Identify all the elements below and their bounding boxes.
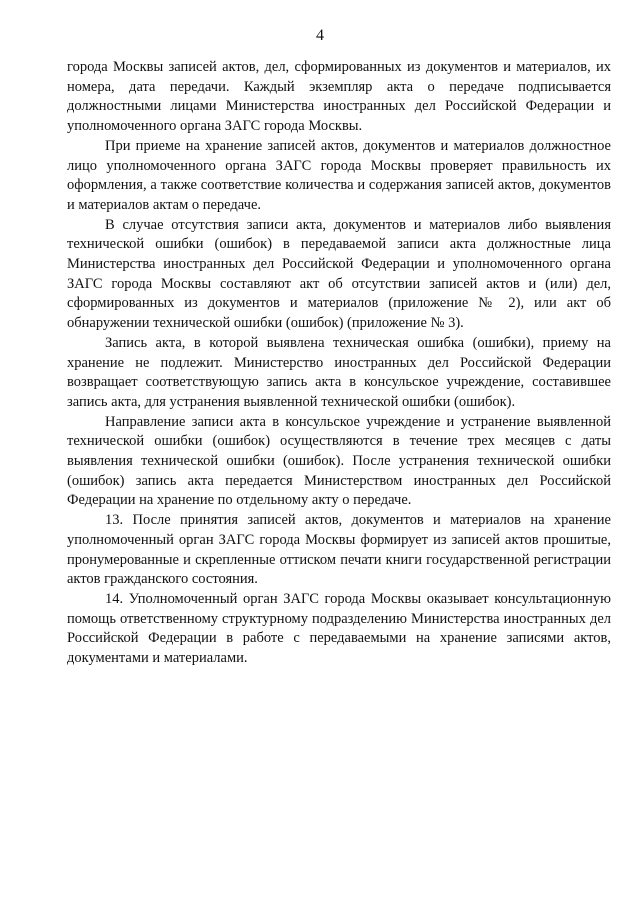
paragraph-item-14: 14. Уполномоченный орган ЗАГС города Москвы оказывает консультационную помощь ответственному структурному подразделению Министерства иностранных дел Российской Федерации в работе с передаваемыми на хранение записями актов, документами и материалами. bbox=[67, 590, 611, 667]
paragraph-error-correction: Направление записи акта в консульское учреждение и устранение выявленной технической ошибки (ошибок) осуществляются в течение трех месяцев с даты выявления технической ошибки (ошибок). После устранения технической ошибки (ошибок) запись акта передается Министерством иностранных дел Российской Федерации на хранение по отдельному акту о передаче. bbox=[67, 413, 611, 509]
paragraph-error-record: Запись акта, в которой выявлена техническая ошибка (ошибки), приему на хранение не подлежит. Министерство иностранных дел Российской Федерации возвращает соответствующую запись акта в консульское учреждение, составившее запись акта, для устранения выявленной технической ошибки (ошибок). bbox=[67, 334, 611, 410]
paragraph-missing-records: В случае отсутствия записи акта, документов и материалов либо выявления технической ошибки (ошибок) в передаваемой записи акта должностные лица Министерства иностранных дел Российской Федерации и уполномоченного органа ЗАГС города Москвы составляют акт об отсутствии записей актов и (или) дел, сформированных из документов и материалов (приложение № 2), или акт об обнаружении технической ошибки (ошибок) (приложение № 3). bbox=[67, 216, 611, 332]
paragraph-item-13: 13. После принятия записей актов, документов и материалов на хранение уполномоченный орган ЗАГС города Москвы формирует из записей актов прошитые, пронумерованные и скрепленные оттиском печати книги государственной регистрации актов гражданского состояния. bbox=[67, 512, 611, 588]
document-body bbox=[67, 58, 611, 669]
paragraph-continuation: города Москвы записей актов, дел, сформированных из документов и материалов, их номера, дата передачи. Каждый экземпляр акта о передаче подписывается должностными лицами Министерства иностранных дел Российской Федерации и уполномоченного органа ЗАГС города Москвы. bbox=[67, 59, 611, 135]
paragraph-acceptance-check: При приеме на хранение записей актов, документов и материалов должностное лицо уполномоченного органа ЗАГС города Москвы проверяет правильность их оформления, а также соответствие количества и содержания записей актов, документов и материалов актам о передаче. bbox=[67, 137, 611, 213]
page-number: 4 bbox=[316, 27, 324, 44]
